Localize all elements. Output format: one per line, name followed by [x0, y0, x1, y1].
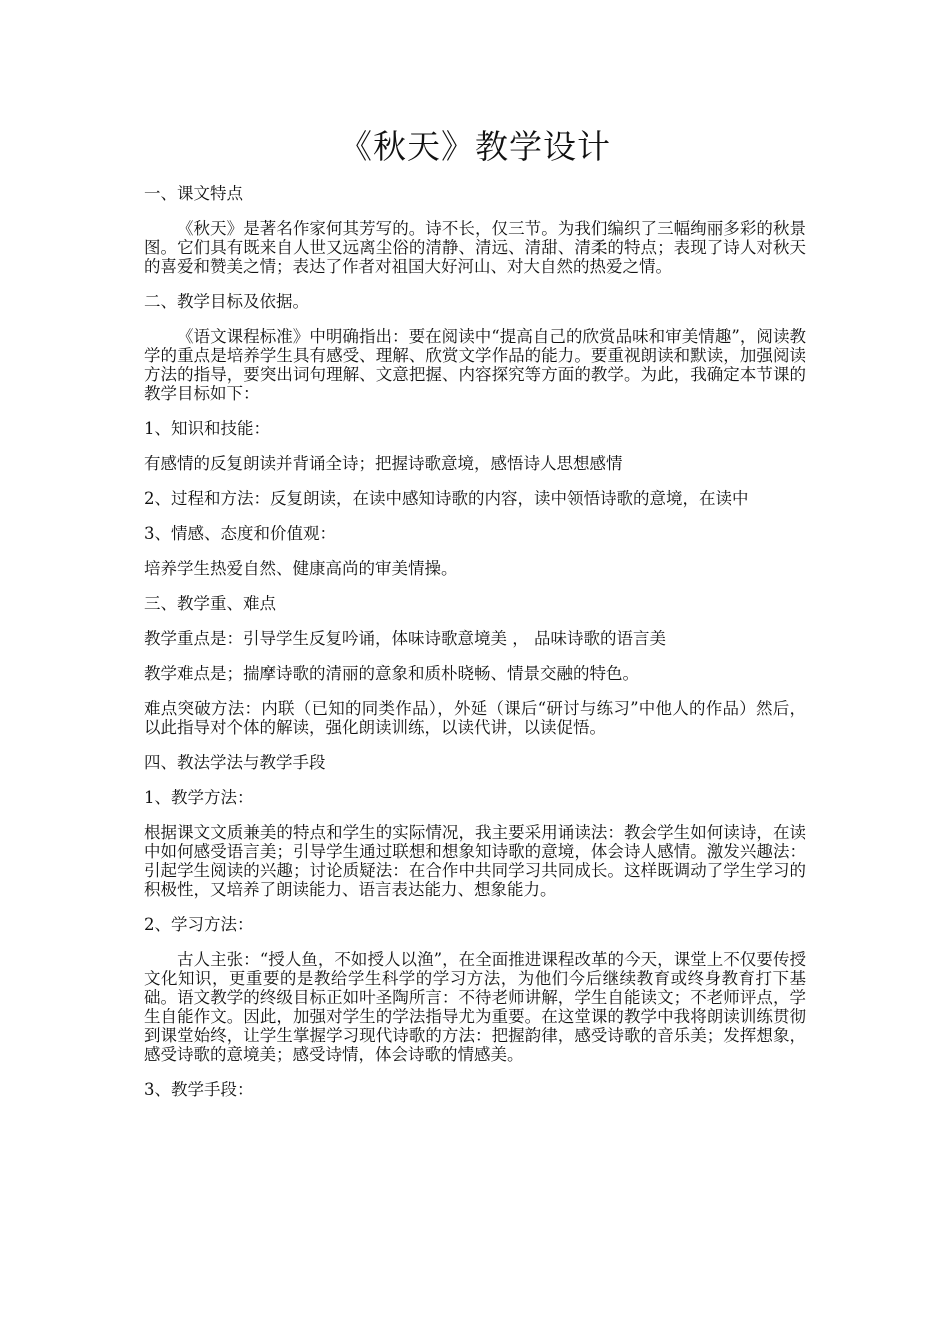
paragraph: 《秋天》是著名作家何其芳写的。诗不长，仅三节。为我们编织了三幅绚丽多彩的秋景图。它们具有既来自人世又远离尘俗的清静、清远、清甜、清柔的特点；表现了诗人对秋天的喜爱和赞美之情；表达了作者对祖国大好河山、对大自然的热爱之情。 — [144, 219, 806, 276]
paragraph: 有感情的反复朗读并背诵全诗；把握诗歌意境，感悟诗人思想感情 — [144, 454, 623, 473]
paragraph: 三、教学重、难点 — [144, 594, 276, 613]
paragraph: 3、情感、态度和价值观： — [144, 524, 336, 543]
paragraph: 培养学生热爱自然、健康高尚的审美情操。 — [144, 559, 458, 578]
paragraph: 二、教学目标及依据。 — [144, 292, 309, 311]
document-title: 《秋天》教学设计 — [339, 127, 611, 166]
paragraph: 古人主张：“授人鱼，不如授人以渔”，在全面推进课程改革的今天，课堂上不仅要传授文化知识，更重要的是教给学生科学的学习方法，为他们今后继续教育或终身教育打下基础。语文教学的终级目标正如叶圣陶所言：不待老师讲解，学生自能读文；不老师评点，学生自能作文。因此，加强对学生的学法指导尤为重要。在这堂课的教学中我将朗读训练贯彻到课堂始终，让学生掌握学习现代诗歌的方法：把握韵律，感受诗歌的音乐美；发挥想象，感受诗歌的意境美；感受诗情，体会诗歌的情感美。 — [144, 950, 806, 1064]
document-page — [144, 118, 806, 1115]
paragraph: 2、学习方法： — [144, 915, 254, 934]
paragraph: 根据课文文质兼美的特点和学生的实际情况，我主要采用诵读法：教会学生如何读诗，在读中如何感受语言美；引导学生通过联想和想象知诗歌的意境，体会诗人感情。激发兴趣法：引起学生阅读的兴趣；讨论质疑法：在合作中共同学习共同成长。这样既调动了学生学习的积极性，又培养了朗读能力、语言表达能力、想象能力。 — [144, 823, 806, 899]
paragraph: 教学难点是；揣摩诗歌的清丽的意象和质朴晓畅、情景交融的特色。 — [144, 664, 639, 683]
paragraph: 《语文课程标准》中明确指出：要在阅读中“提高自己的欣赏品味和审美情趣”，阅读教学的重点是培养学生具有感受、理解、欣赏文学作品的能力。要重视朗读和默读，加强阅读方法的指导，要突出词句理解、文意把握、内容探究等方面的教学。为此，我确定本节课的教学目标如下： — [144, 327, 806, 403]
paragraph: 1、知识和技能： — [144, 419, 270, 438]
paragraph: 一、课文特点 — [144, 184, 243, 203]
paragraph: 教学重点是：引导学生反复吟诵，体味诗歌意境美 ， 品味诗歌的语言美 — [144, 629, 666, 648]
paragraph: 1、教学方法： — [144, 788, 254, 807]
paragraph: 四、教法学法与教学手段 — [144, 753, 326, 772]
paragraph: 2、过程和方法：反复朗读，在读中感知诗歌的内容，读中领悟诗歌的意境，在读中 — [144, 489, 749, 508]
document-body — [144, 184, 806, 1099]
paragraph: 3、教学手段： — [144, 1080, 254, 1099]
paragraph: 难点突破方法：内联（已知的同类作品），外延（课后“研讨与练习”中他人的作品）然后，以此指导对个体的解读，强化朗读训练，以读代讲，以读促悟。 — [144, 699, 806, 737]
